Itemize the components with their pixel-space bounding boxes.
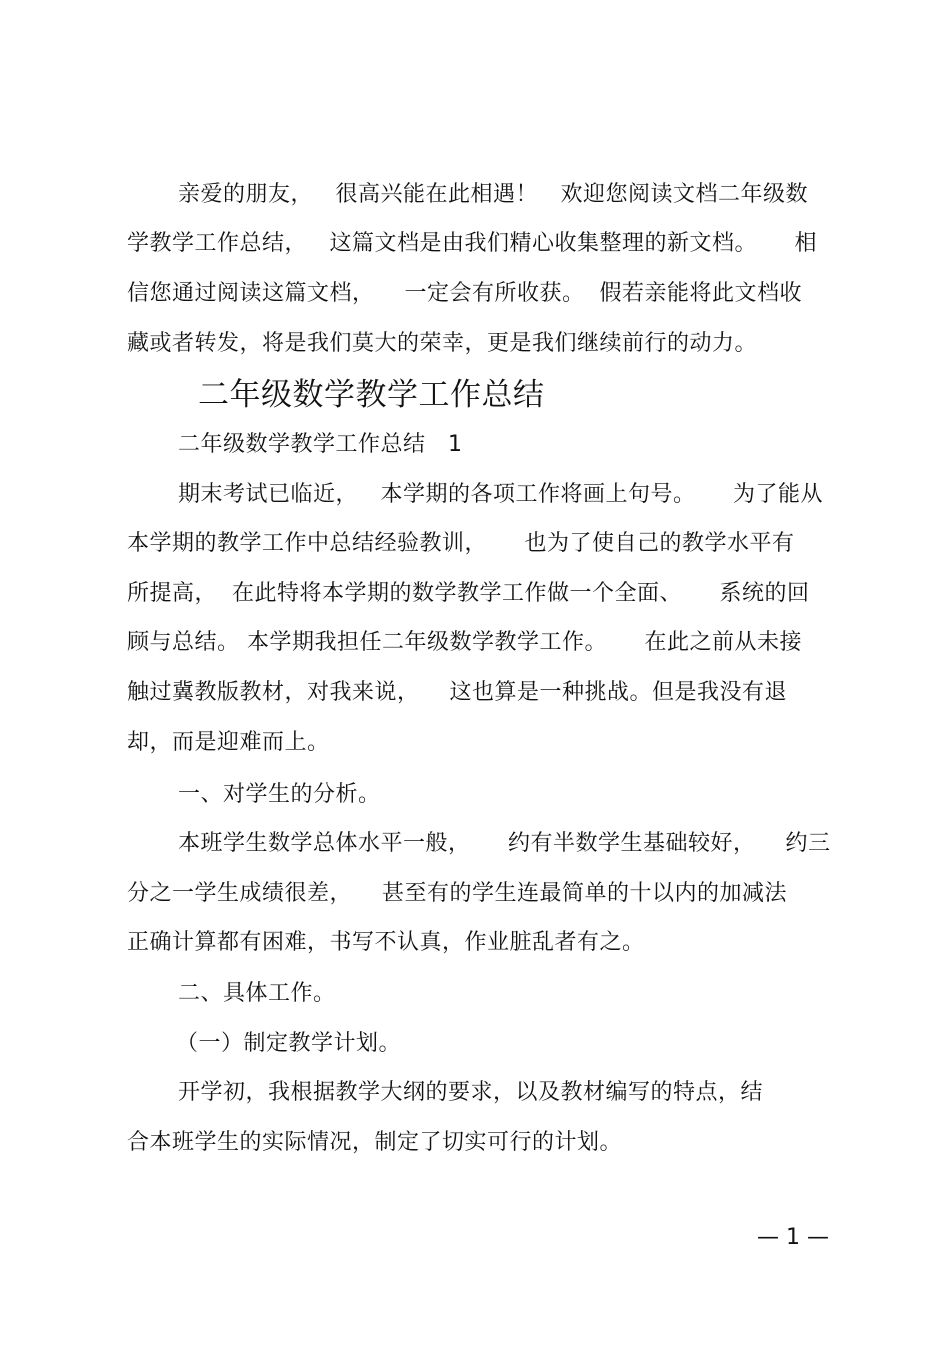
subsection-heading-1: （一）制定教学计划。 (176, 1031, 402, 1056)
intro-line-1: 亲爱的朋友， 很高兴能在此相遇！ 欢迎您阅读文档二年级数 (178, 182, 808, 207)
paragraph-3-line-1: 开学初，我根据教学大纲的要求，以及教材编写的特点，结 (178, 1080, 764, 1105)
document-title: 二年级数学教学工作总结 (198, 377, 545, 413)
intro-line-3: 信您通过阅读这篇文档， 一定会有所收获。 假若亲能将此文档收 (127, 281, 802, 306)
section-heading-1: 一、对学生的分析。 (178, 782, 381, 807)
paragraph-1-line-5: 触过冀教版教材，对我来说， 这也算是一种挑战。但是我没有退 (127, 680, 787, 705)
intro-line-2: 学教学工作总结， 这篇文档是由我们精心收集整理的新文档。 相 (127, 231, 817, 256)
paragraph-1-line-6: 却，而是迎难而上。 (127, 730, 330, 755)
paragraph-3-line-2: 合本班学生的实际情况，制定了切实可行的计划。 (127, 1130, 623, 1155)
intro-line-4: 藏或者转发，将是我们莫大的荣幸，更是我们继续前行的动力。 (127, 331, 758, 356)
page-number: — 1 — (757, 1225, 829, 1250)
paragraph-2-line-1: 本班学生数学总体水平一般， 约有半数学生基础较好， 约三 (178, 831, 831, 856)
paragraph-1-line-4: 顾与总结。 本学期我担任二年级数学教学工作。 在此之前从未接 (127, 630, 802, 655)
paragraph-2-line-3: 正确计算都有困难，书写不认真，作业脏乱者有之。 (127, 930, 645, 955)
paragraph-2-line-2: 分之一学生成绩很差， 甚至有的学生连最简单的十以内的加减法 (127, 881, 787, 906)
paragraph-1-line-2: 本学期的教学工作中总结经验教训， 也为了使自己的教学水平有 (127, 531, 795, 556)
document-subtitle: 二年级数学教学工作总结 1 (178, 432, 463, 457)
paragraph-1-line-1: 期末考试已临近， 本学期的各项工作将画上句号。 为了能从 (178, 482, 823, 507)
section-heading-2: 二、具体工作。 (178, 981, 336, 1006)
paragraph-1-line-3: 所提高， 在此特将本学期的数学教学工作做一个全面、 系统的回 (127, 581, 810, 606)
